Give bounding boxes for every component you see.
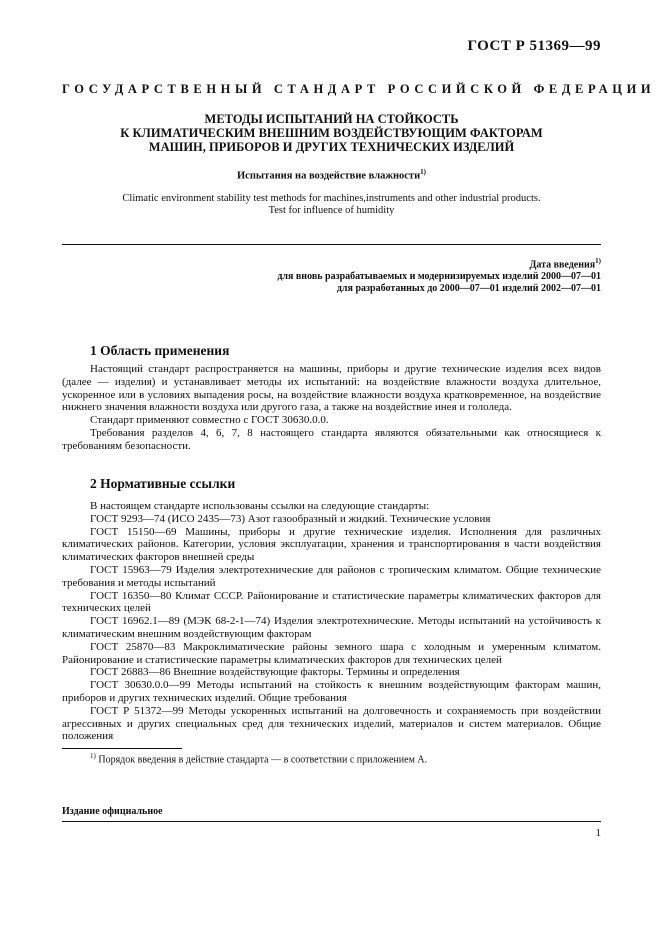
- reference-item: ГОСТ 15150—69 Машины, приборы и другие технические изделия. Исполнения для различных климатических районов. Категории, условия эксплуатации, хранения и транспортирования в части воздействия климатических факторов внешней среды: [62, 525, 601, 564]
- english-title-line: Test for influence of humidity: [268, 205, 395, 216]
- reference-item: ГОСТ 25870—83 Макроклиматические районы земного шара с холодным и умеренным климатом. Районирование и статистические параметры климатических факторов для технических целей: [62, 640, 601, 666]
- english-title-line: Climatic environment stability test methods for machines,instruments and other industrial products.: [122, 193, 541, 204]
- intro-date-footnote-marker: 1): [595, 257, 601, 265]
- intro-date-label: Дата введения: [529, 259, 596, 271]
- reference-item: ГОСТ 30630.0.0—99 Методы испытаний на стойкость к внешним воздействующим факторам машин, приборов и других технических изделий. Общие требования: [62, 679, 601, 704]
- document-code: ГОСТ Р 51369—99: [467, 38, 601, 54]
- reference-item: ГОСТ 16962.1—89 (МЭК 68-2-1—74) Изделия электротехнические. Методы испытаний на устойчивость к климатическим внешним воздействующим факторам: [62, 615, 601, 640]
- reference-item: ГОСТ 16350—80 Климат СССР. Районирование и статистические параметры климатических факторов для технических целей: [62, 589, 601, 615]
- subtitle-footnote-marker: 1): [420, 168, 426, 176]
- title-line: МАШИН, ПРИБОРОВ И ДРУГИХ ТЕХНИЧЕСКИХ ИЗДЕЛИЙ: [148, 140, 515, 154]
- subtitle-text: Испытания на воздействие влажности: [237, 170, 421, 182]
- document-subtitle: [62, 168, 601, 182]
- paragraph: Стандарт применяют совместно с ГОСТ 30630.0.0.: [90, 414, 329, 427]
- english-title: [62, 193, 601, 217]
- top-divider: [62, 244, 601, 245]
- intro-date-line: для вновь разрабатываемых и модернизируемых изделий 2000—07—01: [277, 271, 601, 283]
- reference-item: ГОСТ 9293—74 (ИСО 2435—73) Азот газообразный и жидкий. Технические условия: [90, 512, 491, 525]
- title-line: К КЛИМАТИЧЕСКИМ ВНЕШНИМ ВОЗДЕЙСТВУЮЩИМ ФАКТОРАМ: [120, 126, 543, 140]
- reference-item: ГОСТ Р 51372—99 Методы ускоренных испытаний на долговечность и сохраняемость при воздействии агрессивных и других специальных сред для технических изделий, материалов и систем материалов. Общие положения: [62, 704, 601, 743]
- footnote: [90, 752, 601, 765]
- bottom-divider: [62, 821, 601, 822]
- title-line: МЕТОДЫ ИСПЫТАНИЙ НА СТОЙКОСТЬ: [204, 112, 459, 126]
- document-title: [62, 112, 601, 154]
- intro-date-line: для разработанных до 2000—07—01 изделий 2002—07—01: [336, 283, 601, 295]
- reference-item: ГОСТ 15963—79 Изделия электротехнические для районов с тропическим климатом. Общие технические требования и методы испытаний: [62, 563, 601, 589]
- paragraph: Требования разделов 4, 6, 7, 8 настоящего стандарта являются обязательными как относящиеся к требованиям безопасности.: [62, 426, 601, 452]
- section-heading: 1 Область применения: [90, 343, 230, 358]
- section-heading: 2 Нормативные ссылки: [90, 476, 236, 491]
- reference-item: ГОСТ 26883—86 Внешние воздействующие факторы. Термины и определения: [90, 666, 460, 679]
- official-edition-label: Издание официальное: [62, 806, 163, 817]
- state-standard-heading: ГОСУДАРСТВЕННЫЙ СТАНДАРТ РОССИЙСКОЙ ФЕДЕРАЦИИ: [62, 82, 656, 96]
- page-number: 1: [595, 827, 601, 839]
- section-body: [62, 363, 601, 453]
- introduction-date: [62, 255, 601, 295]
- paragraph: Настоящий стандарт распространяется на машины, приборы и другие технические изделия всех видов (далее — изделия) и устанавливает методы их испытаний: на воздействие влажности воздуха длительное, ускоренное или в условиях выпадения росы, на воздействие влажности воздуха кратковременное, на воздействие нижнего значения влажности воздуха или другого газа, а также на воздействие инея и гололеда.: [62, 363, 601, 414]
- section-body: [62, 500, 601, 743]
- footnote-text: Порядок введения в действие стандарта — в соответствии с приложением А.: [95, 754, 428, 766]
- footnote-divider: [62, 748, 182, 749]
- paragraph: В настоящем стандарте использованы ссылки на следующие стандарты:: [90, 500, 430, 512]
- footnote-marker: 1): [90, 752, 96, 760]
